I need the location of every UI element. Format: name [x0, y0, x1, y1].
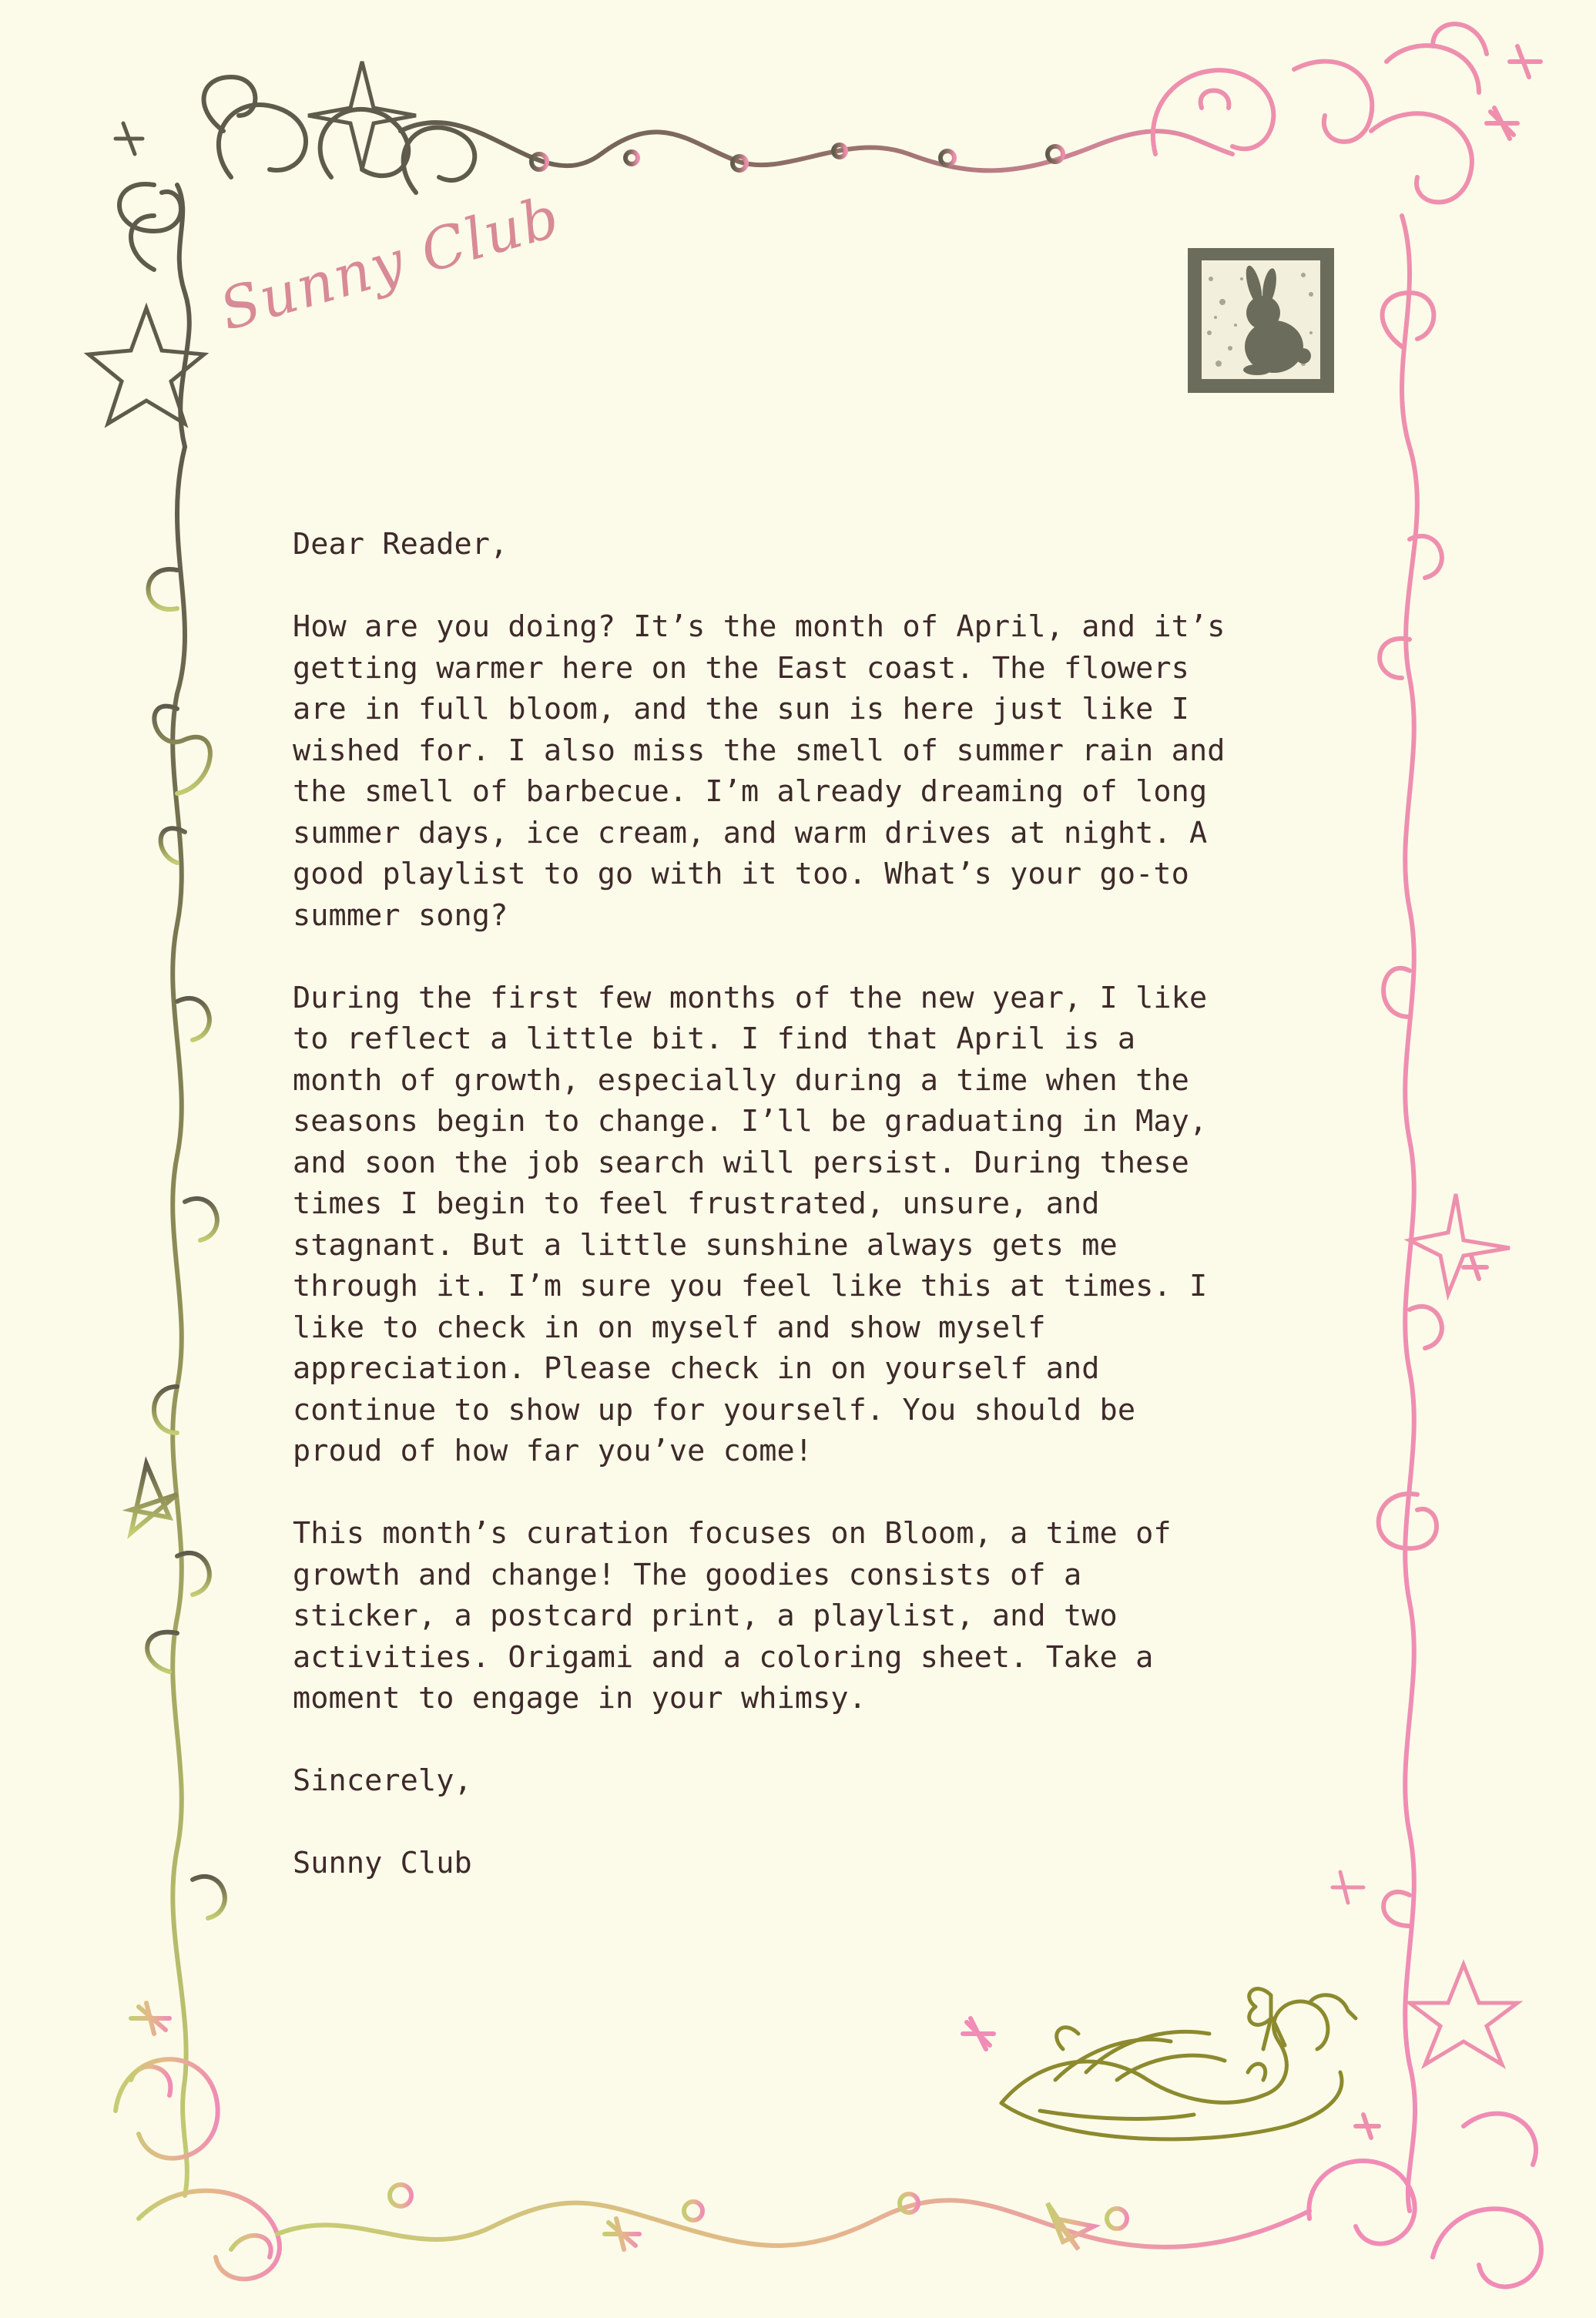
letter-greeting: Dear Reader, [293, 527, 508, 562]
swan-with-bow-icon [994, 1964, 1394, 2149]
letter-body [293, 524, 1325, 1884]
letter-paragraph: This month’s curation focuses on Bloom, a time of growth and change! The goodies consists of a sticker, a postcard print, a playlist, and two activities. Origami and a coloring sheet. Take a moment to engage in your whimsy. [293, 1516, 1172, 1716]
letter-closing: Sincerely, [293, 1763, 472, 1798]
letter-signature: Sunny Club [293, 1846, 472, 1880]
letter-paragraph: During the first few months of the new year, I like to reflect a little bit. I find that April is a month of growth, especially during a time when the seasons begin to change. I’ll be graduating in May, and soon the job search will persist. During these times I begin to feel frustrated, unsure, and stagnant. But a little sunshine always gets me through it. I’m sure you feel like this at times. I like to check in on myself and show myself appreciation. Please check in on yourself and continue to show up for yourself. You should be proud of how far you’ve come! [293, 980, 1208, 1468]
sunny-club-logo: Sunny Club [213, 183, 568, 344]
letter-paragraph: How are you doing? It’s the month of April, and it’s getting warmer here on the East coast. The flowers are in full bloom, and the sun is here just like I wished for. I also miss the smell of summer rain and the smell of barbecue. I’m already dreaming of long summer days, ice cream, and warm drives at night. A good playlist to go with it too. What’s your go-to summer song? [293, 609, 1226, 933]
rabbit-stamp-icon [1188, 248, 1334, 393]
